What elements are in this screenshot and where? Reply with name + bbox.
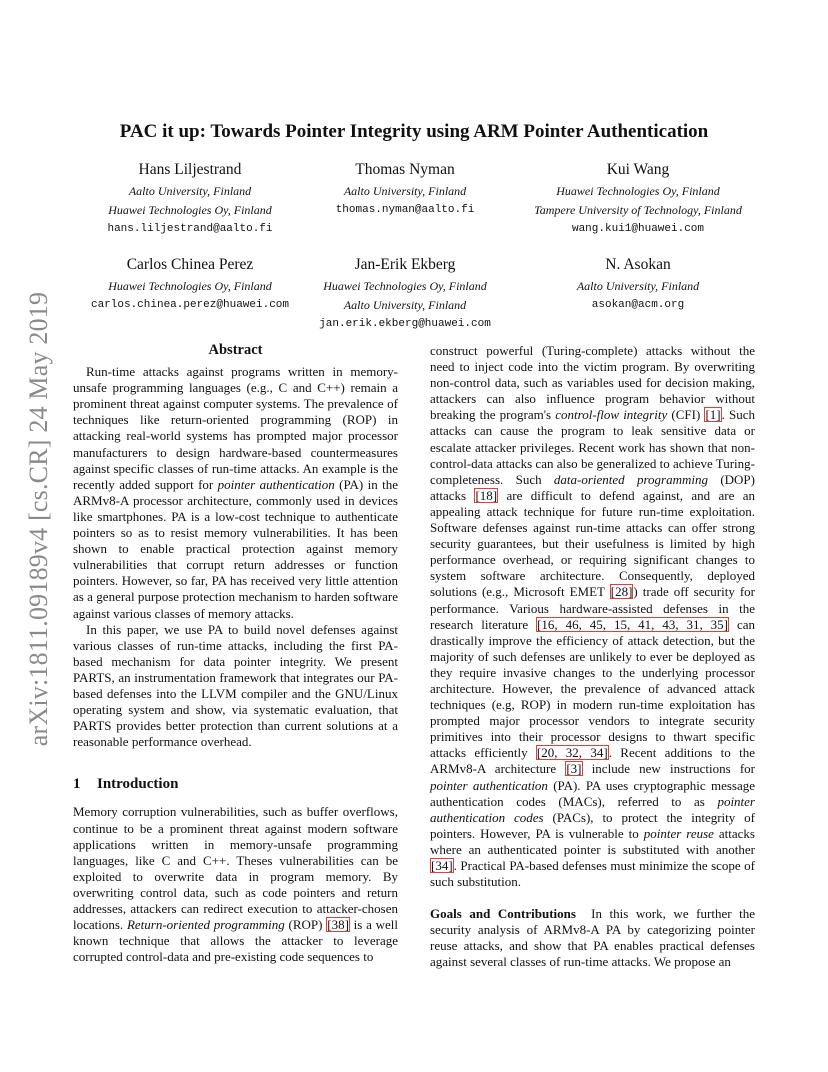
citation-link[interactable]: [34] [431,858,453,873]
abstract-heading: Abstract [208,342,263,358]
author-email[interactable]: jan.erik.ekberg@huawei.com [319,318,491,330]
author-name: Carlos Chinea Perez [126,256,254,273]
citation-link[interactable]: [18] [475,487,498,503]
goals-paragraph: Goals and Contributions In this work, we further the security analysis of ARMv8-A PA by categorizing pointer reuse attacks, and show that PA enables practical defenses against several classes of run-time attacks. We propose an [430,906,756,970]
author-name: Hans Liljestrand [138,161,242,178]
abstract-paragraph: In this paper, we use PA to build novel defenses against various classes of run-time attacks, including the first PA-based mechanism for data pointer integrity. We present PARTS, an instrumentation framework that integrates our PA-based defenses into the LLVM compiler and the GNU/Linux operating system and show, via systematic evaluation, that PARTS provides better protection than current solutions at a reasonable performance overhead. [73,621,398,750]
abstract-paragraph: Run-time attacks against programs written in memory-unsafe programming languages (e.g., C and C++) remain a prominent threat against computer systems. The prevalence of techniques like return-oriented programming (ROP) in attacking real-world systems has prompted major processor manufacturers to design hardware-based countermeasures against specific classes of run-time attacks. An example is the recently added support for pointer authentication (PA) in the ARMv8-A processor architecture, commonly used in devices like smartphones. PA is a low-cost technique to authenticate pointers so as to resist memory vulnerabilities. It has been shown to enable practical protection against memory vulnerabilities that corrupt return addresses or function pointers. However, so far, PA has received very little attention as a general purpose protection mechanism to harden software against various classes of memory attacks. [73,364,399,621]
citation-link[interactable]: [3] [566,761,582,777]
section-heading-introduction: 1 Introduction [73,776,179,793]
author-block [70,255,310,315]
author-email[interactable]: thomas.nyman@aalto.fi [335,204,475,216]
author-affiliation: Huawei Technologies Oy, Finland [323,279,487,293]
author-block [70,160,310,239]
paper-title: PAC it up: Towards Pointer Integrity using ARM Pointer Authentication [119,121,709,142]
author-block [518,255,758,315]
right-column [430,343,755,971]
author-affiliation: Huawei Technologies Oy, Finland [108,279,272,293]
author-name: Thomas Nyman [355,161,455,178]
author-affiliation: Huawei Technologies Oy, Finland [556,184,720,198]
author-block [285,255,525,334]
author-email[interactable]: hans.liljestrand@aalto.fi [107,223,273,235]
author-affiliation: Aalto University, Finland [343,298,467,312]
arxiv-sidebar-stamp [22,280,56,758]
author-email[interactable]: wang.kui1@huawei.com [571,223,705,235]
citation-link[interactable]: [28] [610,584,633,600]
author-block [285,160,525,220]
author-email[interactable]: carlos.chinea.perez@huawei.com [90,299,290,311]
arxiv-identifier: arXiv:1811.09189v4 [cs.CR] 24 May 2019 [24,291,53,747]
author-name: N. Asokan [605,256,671,273]
citation-link[interactable]: [16, 46, 45, 15, 41, 43, 31, 35] [537,616,729,632]
citation-link[interactable]: [38] [327,917,349,933]
author-name: Kui Wang [606,161,670,178]
citation-link[interactable]: [1] [705,407,721,423]
citation-link[interactable]: [20, 32, 34] [536,745,608,761]
author-affiliation: Huawei Technologies Oy, Finland [108,203,272,217]
paragraph-heading: Goals and Contributions [430,906,576,922]
introduction-paragraph: Memory corruption vulnerabilities, such as buffer overflows, continue to be a prominent threat against modern software applications written in memory-unsafe programming languages, like C and C++. Theses vulnerabilities can be exploited to overwrite data in program memory. By overwriting control data, such as code pointers and return addresses, attackers can redirect execution to attacker-chosen locations. Return-oriented programming (ROP) [38] is a well known technique that allows the attacker to leverage corrupted control-data and pre-existing code sequences to [73,804,399,965]
author-name: Jan-Erik Ekberg [354,256,456,273]
author-affiliation: Tampere University of Technology, Finland [534,203,742,217]
author-block [518,160,758,239]
body-paragraph: construct powerful (Turing-complete) attacks without the need to inject code into the victim program. By overwriting non-control data, such as variables used for decision making, attackers can also influence program behavior without breaking the program's control-flow integrity (CFI) [1]. Such attacks can cause the program to leak sensitive data or escalate attacker privileges. Recent work has shown that non-control-data attacks can also be generalized to achieve Turing-completeness. Such data-oriented programming (DOP) attacks [18] are difficult to defend against, and are an appealing attack technique for future run-time exploitation. Software defenses against run-time attacks can offer strong security guarantees, but their usefulness is limited by high performance overhead, or requiring significant changes to system software architecture. Consequently, deployed solutions (e.g., Microsoft EMET [28]) trade off security for performance. Various hardware-assisted defenses in the research literature [16, 46, 45, 15, 41, 43, 31, 35] can drastically improve the efficiency of attack detection, but the majority of such defenses are unlikely to ever be deployed as they require invasive changes to the underlying processor architecture. However, the prevalence of advanced attack techniques (e.g, ROP) in modern run-time exploitation has prompted major processor vendors to integrate security primitives into their processor designs to thwart specific attacks efficiently [20, 32, 34]. Recent additions to the ARMv8-A architecture [3] include new instructions for pointer authentication (PA). PA uses cryptographic message authentication codes (MACs), referred to as pointer authentication codes (PACs), to protect the integrity of pointers. However, PA is vulnerable to pointer reuse attacks where an authenticated pointer is substituted with another [34]. Practical PA-based defenses must minimize the scope of such substitution. [430,343,756,890]
author-affiliation: Aalto University, Finland [128,184,252,198]
author-affiliation: Aalto University, Finland [343,184,467,198]
author-email[interactable]: asokan@acm.org [591,299,685,311]
author-affiliation: Aalto University, Finland [576,279,700,293]
left-column [73,342,398,965]
